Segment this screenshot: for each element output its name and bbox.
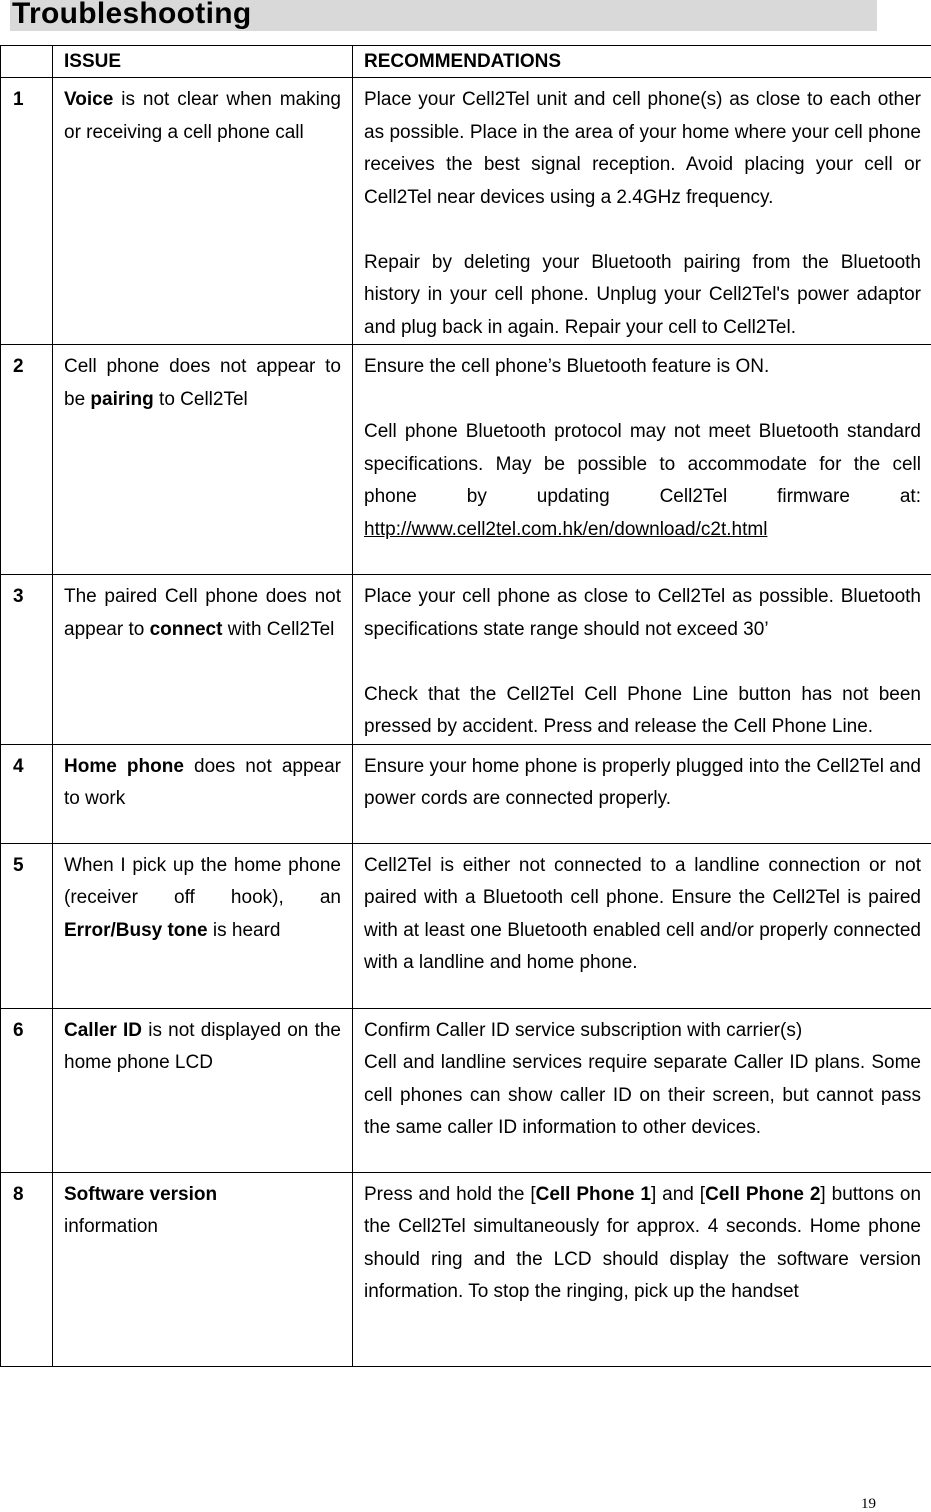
- firmware-download-link[interactable]: http://www.cell2tel.com.hk/en/download/c2t.html: [364, 518, 768, 540]
- issue-cell: [53, 744, 353, 843]
- issue-keyword: Error/Busy tone: [64, 919, 208, 941]
- row-number: 3: [1, 575, 53, 745]
- recommendation-paragraph: Cell and landline services require separate Caller ID plans. Some cell phones can show caller ID on their screen, but cannot pass the same caller ID information to other devices.: [364, 1052, 921, 1138]
- page-number: 19: [861, 1496, 876, 1512]
- issue-cell: [53, 78, 353, 345]
- recommendation-paragraph: Ensure your home phone is properly plugged into the Cell2Tel and power cords are connected properly.: [364, 755, 921, 809]
- issue-cell: [53, 1172, 353, 1366]
- recommendation-cell: [353, 575, 931, 745]
- table-header-row: [1, 46, 931, 78]
- row-number: 4: [1, 744, 53, 843]
- table-row: [1, 843, 931, 1008]
- row-number: 1: [1, 78, 53, 345]
- row-number: 8: [1, 1172, 53, 1366]
- cell-phone-1-button-label: Cell Phone 1: [535, 1183, 651, 1205]
- recommendation-text: ] and [: [650, 1183, 706, 1205]
- issue-keyword: pairing: [90, 388, 154, 410]
- issue-keyword: connect: [149, 618, 223, 640]
- issue-cell: [53, 575, 353, 745]
- issue-text: The paired Cell phone does not appear to: [64, 586, 341, 640]
- table-row: [1, 78, 931, 345]
- issue-keyword: Caller ID: [64, 1019, 143, 1041]
- row-number: 2: [1, 345, 53, 575]
- recommendation-cell: [353, 78, 931, 345]
- recommendation-cell: [353, 345, 931, 575]
- issue-cell: [53, 843, 353, 1008]
- recommendation-cell: [353, 843, 931, 1008]
- issue-cell: [53, 1008, 353, 1172]
- recommendation-text: Cell phone Bluetooth protocol may not meet Bluetooth standard specifications. May be possible to accommodate for the cell phone by updating Cell2Tel firmware at:: [364, 421, 921, 507]
- recommendation-paragraph: [364, 416, 921, 546]
- recommendation-cell: [353, 1172, 931, 1366]
- issue-text: is heard: [207, 919, 281, 941]
- recommendation-cell: [353, 744, 931, 843]
- section-title: Troubleshooting: [12, 0, 252, 30]
- issue-text: When I pick up the home phone (receiver off hook), an: [64, 854, 341, 908]
- issue-text: to Cell2Tel: [153, 388, 248, 410]
- issue-keyword: Voice: [64, 89, 114, 110]
- issue-text: Cell phone does not appear to be: [64, 356, 341, 410]
- recommendation-text: ] buttons on the Cell2Tel simultaneously for approx. 4 seconds. Home phone should ring and the LCD should display the software version information. To stop the ringing, pick up the handset: [364, 1183, 922, 1302]
- issue-keyword: Software version: [64, 1183, 218, 1205]
- recommendation-text: Press and hold the [: [364, 1183, 536, 1205]
- table-row: [1, 1172, 931, 1366]
- issue-keyword: Home phone: [64, 755, 184, 777]
- issue-cell: [53, 345, 353, 575]
- table-row: [1, 345, 931, 575]
- table-row: [1, 1008, 931, 1172]
- recommendation-paragraph: Confirm Caller ID service subscription with carrier(s): [364, 1019, 803, 1041]
- recommendation-paragraph: Ensure the cell phone’s Bluetooth feature is ON.: [364, 356, 770, 377]
- header-recommendations: RECOMMENDATIONS: [353, 46, 931, 78]
- header-issue: ISSUE: [53, 46, 353, 78]
- row-number: 5: [1, 843, 53, 1008]
- table-row: [1, 575, 931, 745]
- header-number: [1, 46, 53, 78]
- issue-text: does not appear to work: [64, 755, 341, 809]
- recommendation-paragraph: [364, 1179, 921, 1309]
- recommendation-cell: [353, 1008, 931, 1172]
- recommendation-paragraph: Place your cell phone as close to Cell2Tel as possible. Bluetooth specifications state range should not exceed 30’: [364, 586, 921, 640]
- issue-text: information: [64, 1216, 158, 1237]
- issue-text: with Cell2Tel: [222, 618, 335, 640]
- recommendation-paragraph: Cell2Tel is either not connected to a landline connection or not paired with a Bluetooth cell phone. Ensure the Cell2Tel is paired with at least one Bluetooth enabled cell and/or properly connected with a landline and home phone.: [364, 854, 921, 973]
- recommendation-paragraph: Place your Cell2Tel unit and cell phone(s) as close to each other as possible. Place in the area of your home where your cell phone receives the best signal reception. Avoid placing your cell or Cell2Tel near devices using a 2.4GHz frequency.: [364, 89, 921, 208]
- row-number: 6: [1, 1008, 53, 1172]
- recommendation-paragraph: Check that the Cell2Tel Cell Phone Line button has not been pressed by accident. Press and release the Cell Phone Line.: [364, 683, 921, 737]
- cell-phone-2-button-label: Cell Phone 2: [705, 1183, 821, 1205]
- issue-text: is not displayed on the home phone LCD: [64, 1019, 341, 1073]
- table-row: [1, 744, 931, 843]
- issue-text: is not clear when making or receiving a cell phone call: [64, 89, 341, 143]
- troubleshooting-table: [0, 45, 931, 1367]
- recommendation-paragraph: Repair by deleting your Bluetooth pairing from the Bluetooth history in your cell phone. Unplug your Cell2Tel's power adaptor and plug back in again. Repair your cell to Cell2Tel.: [364, 251, 921, 338]
